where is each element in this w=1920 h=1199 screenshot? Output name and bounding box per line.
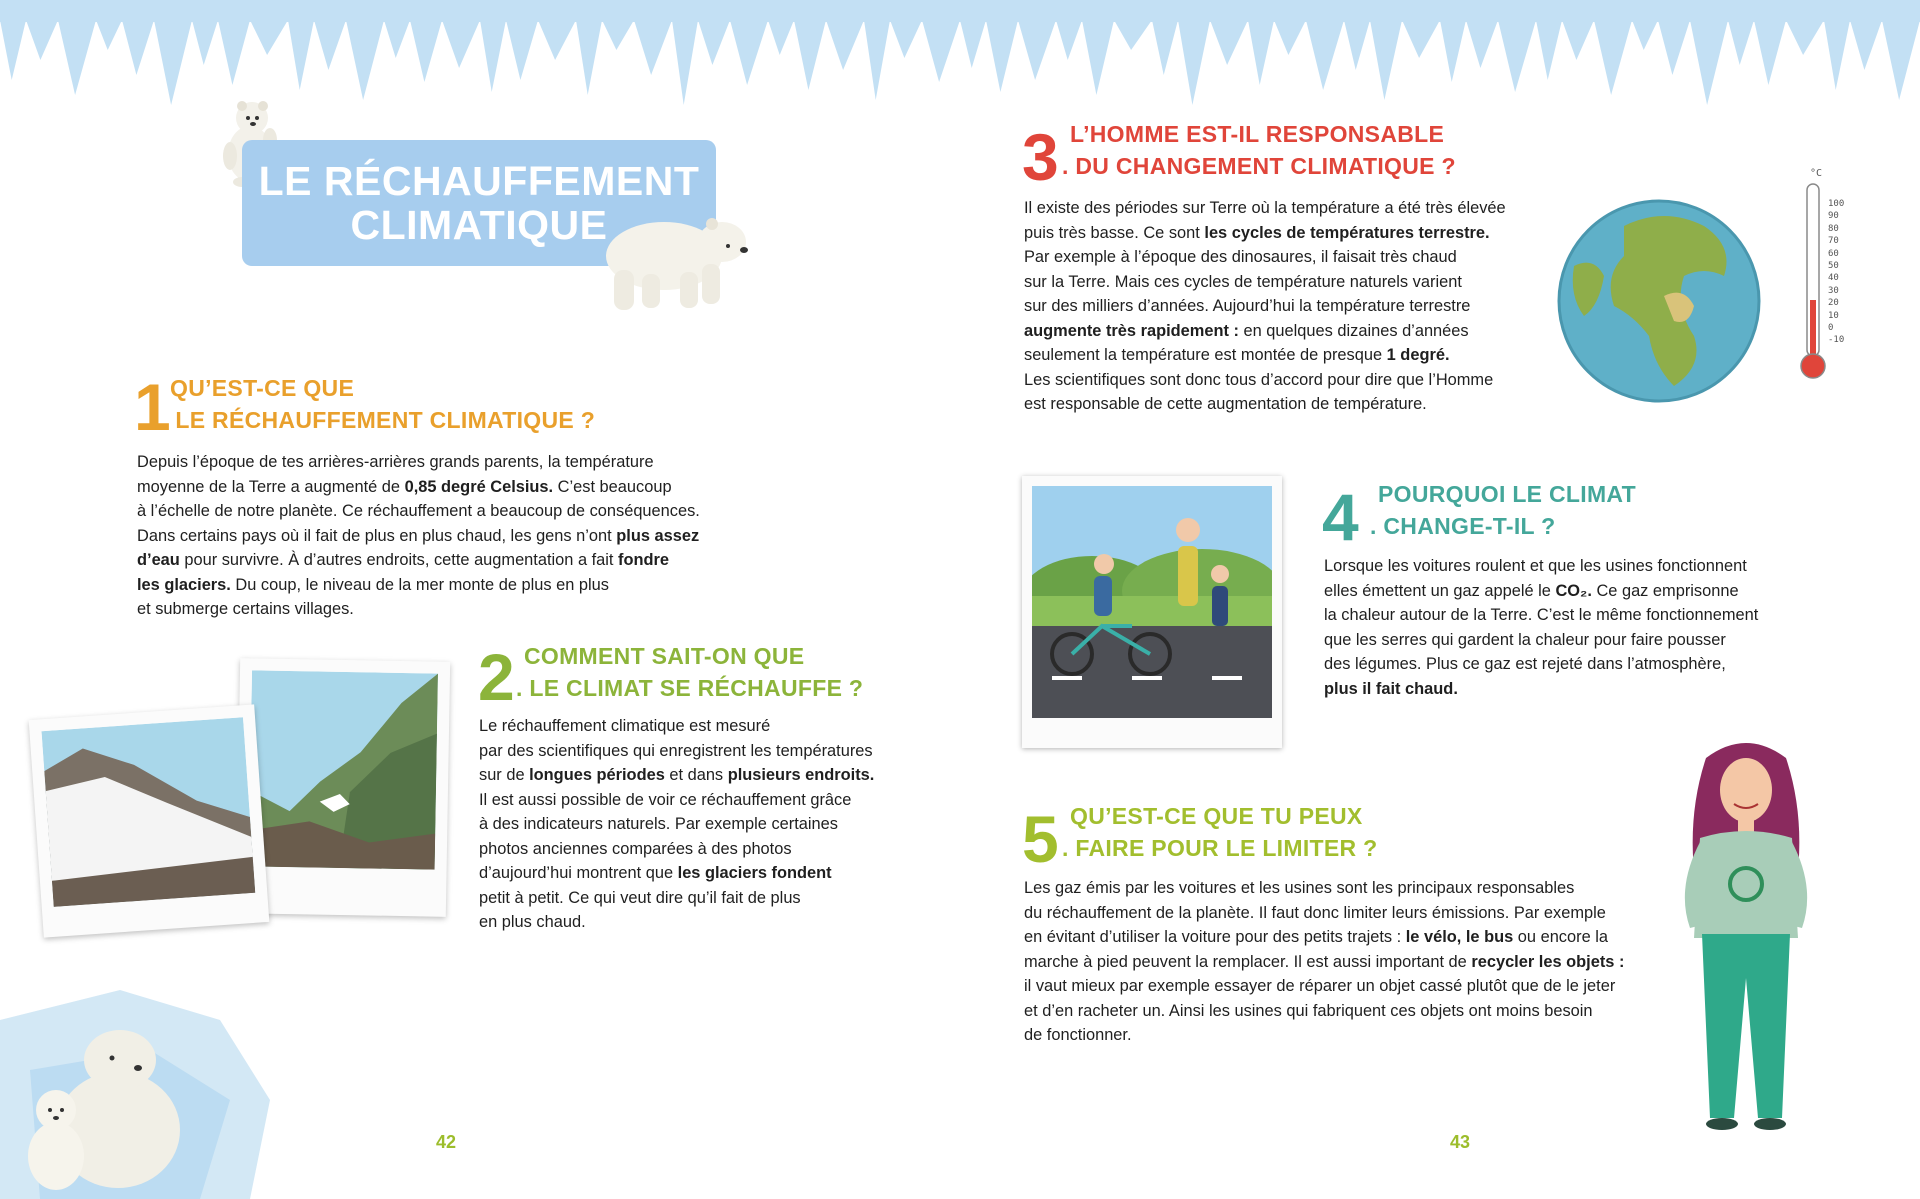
text-run: Les scientifiques sont donc tous d’accord pour dire que l’Homme bbox=[1024, 370, 1494, 389]
text-run: Par exemple à l’époque des dinosaures, il faisait très chaud bbox=[1024, 248, 1457, 266]
bold-text: les glaciers. bbox=[137, 575, 231, 594]
thermometer-tick: 30 bbox=[1828, 285, 1839, 296]
text-run: elles émettent un gaz appelé le bbox=[1324, 581, 1556, 600]
section-5-line bbox=[1024, 950, 1624, 975]
section-3-line bbox=[1024, 343, 1506, 368]
thermometer-tick: 100 bbox=[1828, 199, 1845, 209]
section-4-line bbox=[1324, 554, 1758, 579]
section-3-paragraph bbox=[1024, 196, 1506, 417]
thermometer-tick: 50 bbox=[1828, 261, 1839, 272]
section-5-number: 5 bbox=[1022, 802, 1059, 876]
thermometer-tick: 60 bbox=[1828, 248, 1839, 259]
section-1-line bbox=[137, 524, 700, 549]
section-2-paragraph bbox=[479, 714, 874, 935]
text-run: la chaleur autour de la Terre. C’est le même fonctionnement bbox=[1324, 606, 1759, 624]
section-5-heading-line-1: QU’EST-CE QUE TU PEUX bbox=[1070, 803, 1363, 829]
section-1-heading-line-2: . LE RÉCHAUFFEMENT CLIMATIQUE ? bbox=[162, 407, 596, 433]
text-run: en quelques dizaines d’années bbox=[1238, 321, 1469, 340]
section-1-line bbox=[137, 573, 700, 598]
text-run: en évitant d’utiliser la voiture pour des petits trajets : bbox=[1024, 928, 1406, 946]
glacier-photo-today bbox=[236, 658, 450, 917]
section-4-paragraph bbox=[1324, 554, 1758, 701]
bold-text: plusieurs endroits. bbox=[727, 766, 875, 784]
text-run: que les serres qui gardent la chaleur pour faire pousser bbox=[1324, 630, 1726, 649]
section-1-line bbox=[137, 499, 700, 524]
thermometer-tick: 80 bbox=[1828, 223, 1839, 234]
bold-text: plus il fait chaud. bbox=[1324, 679, 1458, 698]
bold-text: d’eau bbox=[137, 551, 180, 569]
section-5-line bbox=[1024, 876, 1624, 901]
text-run: d’aujourd’hui montrent que bbox=[479, 864, 678, 882]
text-run: pour survivre. À d’autres endroits, cette augmentation a fait bbox=[179, 551, 619, 569]
page-number-right: 43 bbox=[1450, 1132, 1471, 1152]
thermometer-tick: 20 bbox=[1828, 298, 1839, 309]
cyclists-photo bbox=[1022, 476, 1282, 748]
section-1-number: 1 bbox=[134, 370, 171, 444]
text-run: il vaut mieux par exemple essayer de réparer un objet cassé plutôt que de le jeter bbox=[1024, 977, 1616, 995]
text-run: Les gaz émis par les voitures et les usines sont les principaux responsables bbox=[1024, 879, 1575, 897]
section-1-line bbox=[137, 475, 700, 500]
text-run: Il est aussi possible de voir ce réchauffement grâce bbox=[479, 790, 852, 809]
text-run: à l’échelle de notre planète. Ce réchauffement a beaucoup de conséquences. bbox=[137, 502, 700, 520]
section-3-line bbox=[1024, 196, 1506, 221]
thermometer-tick: 10 bbox=[1828, 310, 1839, 321]
thermometer-tick: -10 bbox=[1828, 335, 1845, 346]
bold-text: 0,85 degré Celsius. bbox=[404, 477, 554, 496]
thermometer-scale bbox=[1828, 198, 1844, 347]
section-2-line bbox=[479, 886, 874, 911]
bold-text: recycler les objets : bbox=[1471, 952, 1625, 971]
section-1-line bbox=[137, 597, 700, 622]
text-run: sur de bbox=[479, 766, 530, 784]
section-4-number: 4 bbox=[1322, 480, 1359, 554]
section-3-heading-line-1: L’HOMME EST-IL RESPONSABLE bbox=[1070, 121, 1445, 147]
bold-text: augmente très rapidement : bbox=[1024, 321, 1239, 340]
section-5-line bbox=[1024, 901, 1624, 926]
thermometer-unit: °C bbox=[1810, 168, 1823, 179]
text-run: des légumes. Plus ce gaz est rejeté dans l’atmosphère, bbox=[1324, 655, 1726, 673]
section-3-line bbox=[1024, 294, 1506, 319]
text-run: photos anciennes comparées à des photos bbox=[479, 839, 792, 858]
text-run: Ce gaz emprisonne bbox=[1591, 581, 1739, 600]
section-3-line bbox=[1024, 319, 1506, 344]
section-4-heading-line-1: POURQUOI LE CLIMAT bbox=[1378, 481, 1636, 507]
bold-text: CO₂. bbox=[1555, 581, 1592, 600]
walking-polar-bear-illustration bbox=[596, 204, 752, 316]
cyclists-image bbox=[1032, 486, 1272, 718]
text-run: marche à pied peuvent la remplacer. Il est aussi important de bbox=[1024, 952, 1472, 971]
text-run: et d’en racheter un. Ainsi les usines qui fabriquent ces objets ont moins besoin bbox=[1024, 1001, 1593, 1020]
section-5-line bbox=[1024, 974, 1624, 999]
text-run: et dans bbox=[664, 766, 728, 784]
bold-text: fondre bbox=[618, 551, 670, 569]
section-3-line bbox=[1024, 368, 1506, 393]
text-run: par des scientifiques qui enregistrent les températures bbox=[479, 741, 873, 760]
text-run: puis très basse. Ce sont bbox=[1024, 223, 1205, 242]
section-5-line bbox=[1024, 925, 1624, 950]
bold-text: le vélo, le bus bbox=[1405, 928, 1514, 946]
page-title-line-2: CLIMATIQUE bbox=[350, 202, 608, 248]
text-run: Du coup, le niveau de la mer monte de plus en plus bbox=[230, 575, 609, 594]
thermometer-illustration bbox=[1786, 168, 1886, 398]
thermometer-tick: 90 bbox=[1828, 211, 1839, 222]
earth-globe-illustration bbox=[1554, 196, 1764, 406]
section-1-line bbox=[137, 450, 700, 475]
text-run: et submerge certains villages. bbox=[137, 600, 354, 618]
section-3-line bbox=[1024, 392, 1506, 417]
bold-text: plus assez bbox=[616, 526, 700, 545]
section-4-line bbox=[1324, 628, 1758, 653]
glacier-photo-old bbox=[29, 704, 270, 937]
section-3-line bbox=[1024, 270, 1506, 295]
thermometer-tick: 70 bbox=[1828, 236, 1839, 247]
section-2-line bbox=[479, 788, 874, 813]
mountain-image bbox=[249, 670, 438, 869]
text-run: ou encore la bbox=[1513, 928, 1609, 946]
text-run: est responsable de cette augmentation de température. bbox=[1024, 395, 1427, 413]
bold-text: longues périodes bbox=[529, 766, 665, 784]
thermometer-tube bbox=[1798, 182, 1828, 382]
section-2-heading-line-2: . LE CLIMAT SE RÉCHAUFFE ? bbox=[516, 675, 864, 701]
section-2-line bbox=[479, 739, 874, 764]
section-2-line bbox=[479, 910, 874, 935]
section-5-heading-line-2: . FAIRE POUR LE LIMITER ? bbox=[1062, 835, 1378, 861]
section-1-heading-line-1: QU’EST-CE QUE bbox=[170, 375, 355, 401]
section-5-paragraph bbox=[1024, 876, 1624, 1048]
polar-bears-on-ice-illustration bbox=[0, 980, 280, 1199]
section-1-line bbox=[137, 548, 700, 573]
right-page bbox=[960, 0, 1920, 1199]
text-run: sur la Terre. Mais ces cycles de température naturels varient bbox=[1024, 272, 1462, 291]
text-run: du réchauffement de la planète. Il faut donc limiter leurs émissions. Par exemple bbox=[1024, 903, 1606, 922]
text-run: Depuis l’époque de tes arrières-arrières grands parents, la température bbox=[137, 453, 654, 471]
section-2-line bbox=[479, 812, 874, 837]
section-4-line bbox=[1324, 677, 1758, 702]
section-4-line bbox=[1324, 652, 1758, 677]
text-run: petit à petit. Ce qui veut dire qu’il fait de plus bbox=[479, 888, 801, 907]
section-2-line bbox=[479, 861, 874, 886]
page-title-line-1: LE RÉCHAUFFEMENT bbox=[258, 158, 700, 204]
text-run: en plus chaud. bbox=[479, 913, 586, 931]
text-run: sur des milliers d’années. Aujourd’hui la température terrestre bbox=[1024, 297, 1471, 315]
bold-text: les glaciers fondent bbox=[677, 864, 832, 882]
section-2-line bbox=[479, 714, 874, 739]
section-3-number: 3 bbox=[1022, 120, 1059, 194]
bold-text: les cycles de températures terrestre. bbox=[1204, 223, 1490, 242]
section-1-paragraph bbox=[137, 450, 700, 622]
section-5-line bbox=[1024, 1023, 1624, 1048]
text-run: seulement la température est montée de presque bbox=[1024, 346, 1387, 364]
thermometer-tick: 40 bbox=[1828, 273, 1839, 284]
text-run: à des indicateurs naturels. Par exemple certaines bbox=[479, 815, 838, 833]
thermometer-tick: 0 bbox=[1828, 323, 1834, 334]
girl-recycle-shirt-illustration bbox=[1666, 738, 1826, 1138]
text-run: de fonctionner. bbox=[1024, 1026, 1132, 1044]
section-3-heading-line-2: . DU CHANGEMENT CLIMATIQUE ? bbox=[1062, 153, 1456, 179]
page-number-left: 42 bbox=[436, 1132, 457, 1152]
section-4-line bbox=[1324, 579, 1758, 604]
section-5-line bbox=[1024, 999, 1624, 1024]
text-run: Dans certains pays où il fait de plus en plus chaud, les gens n’ont bbox=[137, 526, 617, 545]
text-run: moyenne de la Terre a augmenté de bbox=[137, 477, 405, 496]
section-3-line bbox=[1024, 245, 1506, 270]
section-2-line bbox=[479, 763, 874, 788]
section-2-number: 2 bbox=[478, 640, 515, 714]
section-2-heading-line-1: COMMENT SAIT-ON QUE bbox=[524, 643, 805, 669]
section-3-line bbox=[1024, 221, 1506, 246]
text-run: Le réchauffement climatique est mesuré bbox=[479, 717, 771, 735]
section-4-line bbox=[1324, 603, 1758, 628]
section-4-heading-line-2: . CHANGE-T-IL ? bbox=[1370, 513, 1556, 539]
section-2-line bbox=[479, 837, 874, 862]
glacier-image bbox=[41, 717, 255, 907]
bold-text: 1 degré. bbox=[1386, 346, 1450, 364]
text-run: C’est beaucoup bbox=[553, 477, 672, 496]
text-run: Il existe des périodes sur Terre où la température a été très élevée bbox=[1024, 199, 1506, 217]
text-run: Lorsque les voitures roulent et que les usines fonctionnent bbox=[1324, 557, 1747, 575]
